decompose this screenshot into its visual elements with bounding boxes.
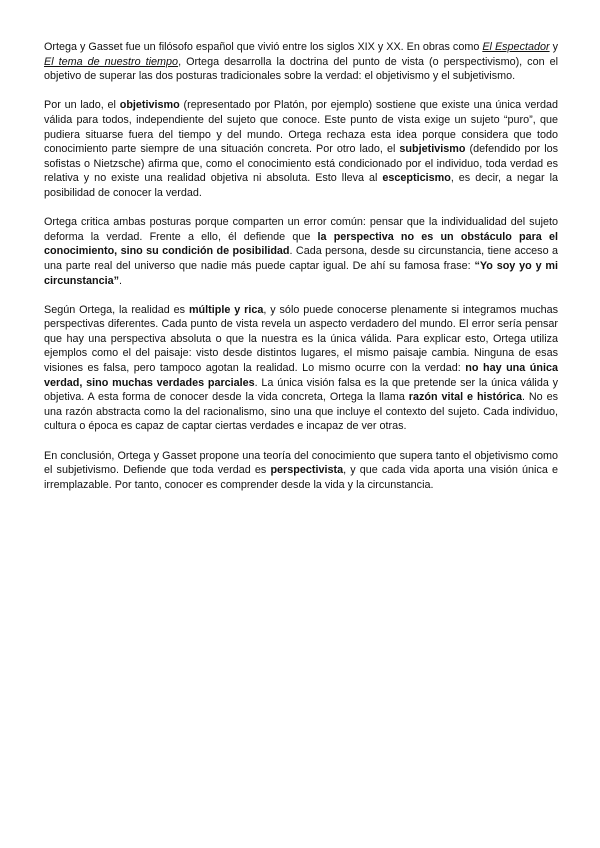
paragraph-objetivismo-subjetivismo (44, 98, 558, 200)
text-span: . No es una razón abstracta como la del racionalismo, sino una que incluye el contexto del sujeto. Cada individuo, cultura o época es capaz de captar ciertas verdades e incapaz de ver otras. (44, 391, 558, 433)
bold-term: no hay una única verdad, sino muchas verdades parciales (44, 362, 558, 389)
text-span: , y que cada vida aporta una visión única e irremplazable. Por tanto, conocer es comprender desde la vida y la circunstancia. (44, 464, 559, 491)
famous-quote: “Yo soy yo y mi circunstancia” (44, 259, 559, 287)
bold-term: escepticismo (382, 172, 451, 185)
text-span: y (549, 41, 558, 53)
book-title-el-tema-de-nuestro-tiempo: El tema de nuestro tiempo (44, 55, 179, 68)
text-span: Según Ortega, la realidad es (44, 303, 189, 316)
text-span: , es decir, a negar la posibilidad de conocer la verdad. (44, 172, 558, 199)
text-span: (defendido por los sofistas o Nietzsche) afirma que, como el conocimiento está condicionado por el individuo, toda verdad es relativa y no existe una realidad objetiva ni absoluta. Esto lleva al (44, 143, 558, 185)
paragraph-realidad (44, 303, 558, 434)
bold-term: múltiple y rica (188, 303, 264, 316)
book-title-el-espectador: El Espectador (482, 41, 550, 53)
text-span: En conclusión, Ortega y Gasset propone una teoría del conocimiento que supera tanto el objetivismo como el subjetivismo. Defiende que toda verdad es (44, 449, 558, 477)
document-page (44, 40, 558, 507)
bold-term: objetivismo (119, 99, 180, 112)
paragraph-conclusion (44, 449, 558, 493)
bold-term: perspectivista (270, 464, 344, 477)
bold-term: razón vital e histórica (408, 391, 522, 404)
text-span: . Cada persona, desde su circunstancia, tiene acceso a una parte real del universo que nadie más puede captar igual. De ahí su famosa frase: (44, 245, 558, 272)
paragraph-intro (44, 40, 558, 84)
text-span: . La única visión falsa es la que pretende ser la única válida y objetiva. A esta forma de conocer desde la vida concreta, Ortega la llama (44, 376, 558, 404)
text-span: (representado por Platón, por ejemplo) sostiene que existe una única verdad válida para todos, independiente del sujeto que conoce. Este punto de vista exige un sujeto “puro”, que pudiera situarse fuera del tiempo y del mundo. Ortega rechaza esta idea porque considera que todo conocimiento parte siempre de una situación concreta. Por otro lado, el (44, 99, 558, 156)
text-span: Por un lado, el (44, 99, 120, 112)
text-span: . (119, 274, 123, 287)
paragraph-critica (44, 215, 558, 288)
text-span: , Ortega desarrolla la doctrina del punto de vista (o perspectivismo), con el objetivo de superar las dos posturas tradicionales sobre la verdad: el objetivismo y el subjetivismo. (44, 55, 558, 83)
text-span: Ortega y Gasset fue un filósofo español que vivió entre los siglos XIX y XX. En obras como (44, 41, 483, 53)
text-span: , y sólo puede conocerse plenamente si integramos muchas perspectivas diferentes. Cada punto de vista revela un aspecto verdadero del mundo. El error sería pensar que hay una perspectiva absoluta o que la nuestra es la única válida. Para explicar esto, Ortega utiliza ejemplos como el del paisaje: visto desde distintos lugares, el mismo paisaje cambia. Ninguna de esas visiones es falsa, pero tampoco agotan la realidad. Lo mismo ocurre con la verdad: (44, 303, 558, 375)
text-span: Ortega critica ambas posturas porque comparten un error común: pensar que la individualidad del sujeto deforma la verdad. Frente a ello, él defiende que (44, 216, 558, 243)
bold-term: subjetivismo (399, 143, 466, 156)
bold-term: la perspectiva no es un obstáculo para el conocimiento, sino su condición de posibilidad (44, 230, 558, 258)
